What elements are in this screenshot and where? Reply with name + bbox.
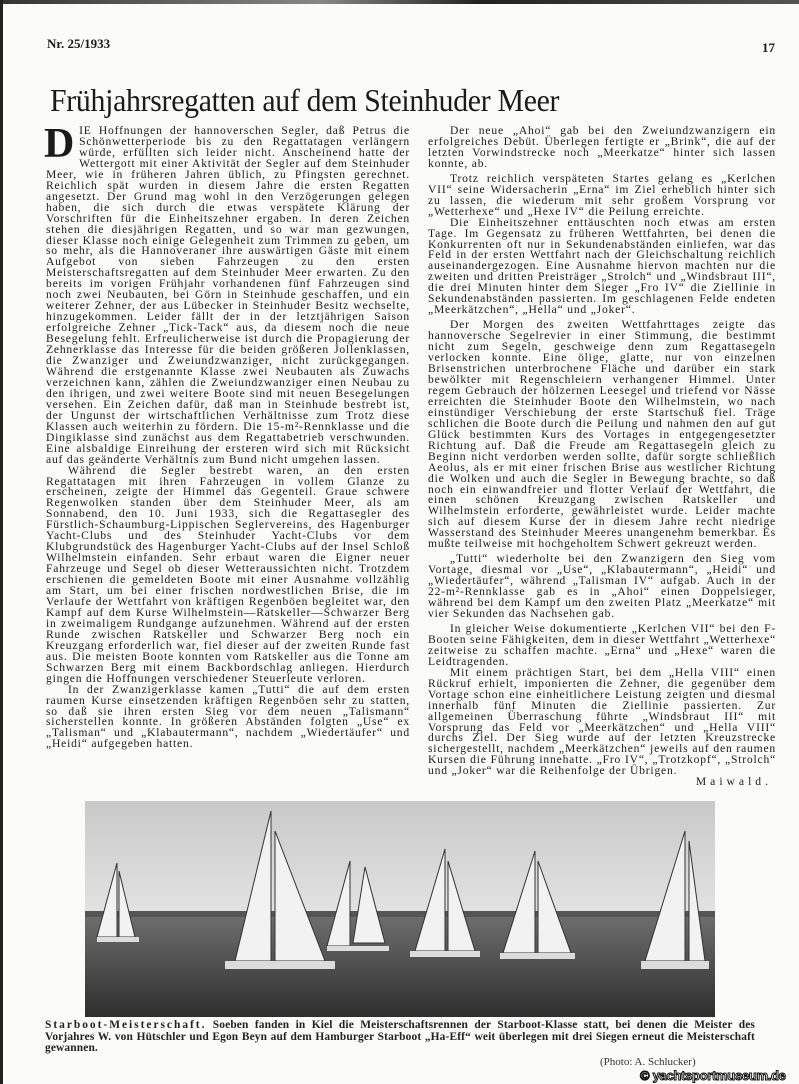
caption-lead: Starboot-Meisterschaft. — [45, 1019, 207, 1031]
photo-credit: (Photo: A. Schlucker) — [600, 1056, 696, 1068]
paragraph: In der Zwanzigerklasse kamen „Tutti“ die auf dem ersten raumen Kurse einsetzenden kräftigen Regenböen sehr zu statten, so daß sie ihren ersten Sieg vor dem neuen „Talismann“ sicherstellen konnte. In größeren Abständen folgten „Use“ ex „Talisman“ und „Klabautermann“, nachdem „Wiedertäufer“ und „Heidi“ aufgegeben hatten. — [46, 682, 410, 751]
water — [85, 917, 715, 1017]
paragraph: Während die Segler bestrebt waren, an den ersten Regattatagen mit ihren Fahrzeugen in vollem Glanze zu erscheinen, zeigte der Himmel das Gegenteil. Graue schwere Regenwolken standen über dem Steinhuder Meer, als am Sonnabend, den 10. Juni 1933, sich die Regattasegler des Fürstlich-Schaumburg-Lippischen Seglervereins, des Hagenburger Yacht-Clubs und des Steinhuder Yacht-Clubs vor dem Klubgrundstück des Hagenburger Yacht-Clubs auf der Insel Schloß Wilhelmstein einfanden. Sehr erbaut waren die Eigner neuer Fahrzeuge und Segel ob dieser Wetteraussichten nicht. Trotzdem erschienen die gemeldeten Boote mit einer Ausnahme vollzählig am Start, um bei einer frischen nordwestlichen Brise, die im Verlaufe der Wettfahrt von kräftigen Regenböen begleitet war, den Kampf auf dem Kurse Wilhelmstein—Ratskeller—Schwarzer Berg in zweimaligem Rundgange aufzunehmen. Während auf der ersten Runde zwischen Ratskeller und Schwarzer Berg noch ein Kreuzgang erforderlich war, fiel dieser auf der zweiten Runde fast aus. Die meisten Boote konnten vom Ratskeller aus die Tonne am Schwarzen Berg mit einem Backbordschlag anliegen. Hierdurch gingen die Hoffnungen verschiedener Steuerleute verloren. — [46, 463, 410, 685]
paragraph: Der Morgen des zweiten Wettfahrttages zeigte das hannoversche Segelrevier in einer Stimmung, die bestimmt nicht zum Segeln, geschweige denn zum Regattasegeln verlocken konnte. Eine ölige, glatte, nur von einzelnen Brisenstrichen unterbrochene Fläche und darüber ein stark bewölkter mit Regenschleiern verhangener Himmel. Unter regem Gebrauch der hölzernen Leesegel und triefend vor Nässe erreichten die Steinhuder Boote den Wilhelmstein, wo nach einstündiger Verschiebung der erste Startschuß fiel. Träge schlichen die Boote durch die Peilung und nahmen den auf gut Glück bestimmten Kurs des Vortages in entgegengesetzter Richtung auf. Daß die Freude am Regattasegeln gleich zu Beginn nicht verdorben werden sollte, dafür sorgte schließlich Aeolus, als er mit einer frischen Brise aus westlicher Richtung die Wolken und auch die Segler in Bewegung brachte, so daß noch ein einwandfreier und flotter Verlauf der Wettfahrt, die einen schönen Kreuzgang zwischen Ratskeller und Wilhelmstein erforderte, gewährleistet wurde. Leider machte sich auf diesem Kurse der in diesem Jahre recht niedrige Wasserstand des Steinhuder Meeres unangenehm bemerkbar. Es mußte teilweise mit hochgeholtem Schwert gekreuzt werden. — [428, 318, 776, 551]
author-signature: Maiwald. — [695, 775, 772, 789]
paragraph — [44, 121, 410, 466]
paragraph: „Tutti“ wiederholte bei den Zwanzigern den Sieg vom Vortage, diesmal vor „Use“, „Klabautermann“, „Heidi“ und „Wiedertäufer“, während „Talisman IV“ aufgab. Auch in der 22-m²-Rennklasse gab es in „Ahoi“ einen Doppelsieger, während bei dem Kampf um den zweiten Platz „Meerkatze“ mit vier Sekunden das Nachsehen gab. — [428, 552, 776, 620]
left-column — [44, 121, 410, 751]
article-title: Frühjahrsregatten auf dem Steinhuder Meer — [50, 82, 560, 118]
paragraph: Trotz reichlich verspäteten Startes gelang es „Kerlchen VII“ seine Widersacherin „Erna“ im Ziel erheblich hinter sich zu lassen, die wiederum mit sehr großem Vorsprung vor „Wetterhexe“ und „Hexe IV“ die Peilung erreichte. — [428, 171, 776, 218]
paragraph: Der neue „Ahoi“ gab bei den Zweiundzwanzigern ein erfolgreiches Debüt. Überlegen fertigte er „Brink“, die auf der letzten Vorwindstrecke noch „Meerkatze“ hinter sich lassen konnte, ab. — [428, 124, 776, 170]
caption-text: Soeben fanden in Kiel die Meisterschaftsrennen der Starboot-Klasse statt, bei denen die Meister des Vorjahres W. von Hütschler und Egon Beyn auf dem Hamburger Starboot „Ha-Eff“ weit überlegen mit drei Siegen erneut die Meisterschaft gewannen. — [45, 1019, 755, 1054]
page-number: 17 — [762, 40, 775, 55]
paragraph: Die Einheitszehner enttäuschten noch etwas am ersten Tage. Im Gegensatz zu früheren Wettfahrten, bei denen die Konkurrenten oft nur in Sekundenabständen einliefen, war das Feld in der ersten Wettfahrt nach der Gleichschaltung reichlich auseinandergezogen. Eine Ausnahme hiervon machten nur die zweiten und dritten Preisträger „Strolch“ und „Windsbraut III“, die drei Minuten hinter dem Sieger „Fro IV“ die Ziellinie in Sekundenabständen passierten. Im geschlagenen Felde endeten „Meerkätzchen“, „Hella“ und „Joker“. — [428, 215, 776, 317]
photo-caption — [45, 1020, 755, 1055]
sky — [85, 801, 715, 921]
paragraph: In gleicher Weise dokumentierte „Kerlchen VII“ bei den F-Booten seine Fähigkeiten, dem in dieser Wettfahrt „Wetterhexe“ zeitweise zu schaffen machte. „Erna“ und „Hexe“ waren die Leidtragenden. — [428, 621, 776, 668]
paragraph: Mit einem prächtigen Start, bei dem „Hella VIII“ einen Rückruf erhielt, imponierten die Zehner, die gegenüber dem Vortage schon eine einheitlichere Leistung zeigten und diesmal innerhalb fünf Minuten die Ziellinie passierten. Zur allgemeinen Überraschung führte „Windsbraut III“ mit Vorsprung das Feld vor „Meerkätzchen“ und „Hella VIII“ durchs Ziel. Der Sieg wurde auf der letzten Kreuzstrecke sichergestellt, nachdem „Meerkätzchen“ jeweils auf den raumen Kursen die Führung innehatte. „Fro IV“, „Trotzkopf“, „Strolch“ und „Joker“ war die Reihenfolge der Übrigen. — [428, 665, 776, 778]
issue-number: Nr. 25/1933 — [47, 36, 111, 51]
scan-top-edge — [0, 0, 799, 4]
scan-left-edge — [0, 0, 3, 1084]
right-column — [428, 126, 776, 788]
regatta-photo — [85, 801, 715, 1017]
drop-cap: D — [44, 121, 76, 167]
watermark: © yachtsportmuseum.de — [640, 1068, 786, 1083]
paragraph-text: IE Hoffnungen der hannoverschen Segler, daß Petrus die Schönwetterperiode bis zu den Regattatagen verlängern würde, erfüllten sich leider nicht. Anscheinend hatte der Wettergott mit einer Aktivität der Segler auf dem Steinhuder Meer, wie in früheren Jahren üblich, zu Pfingsten gerechnet. Reichlich spät wurden in diesem Jahre die ersten Regatten angesetzt. Der Grund mag wohl in den Verzögerungen gelegen haben, die sich durch die etwas verspätete Klärung der Vorschriften für die Einheitszehner ergaben. In deren Zeichen stehen die diesjährigen Regatten, und so war man gezwungen, dieser Klasse noch einige Gelegenheit zum Trimmen zu geben, um so mehr, als die Hannoveraner ihre auswärtigen Gäste mit einem Aufgebot von sieben Fahrzeugen zu den ersten Meisterschaftsregatten auf dem Steinhuder Meer erwarten. Zu den bereits im vorigen Frühjahr vorhandenen fünf Fahrzeugen sind noch zwei Neubauten, bei Görn in Steinhude geschaffen, und ein weiterer Zehner, der aus Lübecker in Steinhuder Besitz wechselte, hinzugekommen. Leider fällt der in der letztjährigen Saison erfolgreiche Zehner „Tick-Tack“ aus, da diesem noch die neue Besegelung fehlt. Erfreulicherweise ist durch die Propagierung der Zehnerklasse das Interesse für die beiden größeren Jollenklassen, die Zwanziger und Zweiundzwanziger, nicht zurückgegangen. Während die erstgenannte Klasse zwei Neubauten als Zuwachs verzeichnen kann, zählen die Zweiundzwanziger einen Neubau zu den ihrigen, und zwei weitere Boote sind mit neuen Besegelungen versehen. Ein Zeichen dafür, daß man in Steinhude bestrebt ist, der Ungunst der wirtschaftlichen Verhältnisse zum Trotz diese Klassen auch weiterhin zu fördern. Die 15-m²-Rennklasse und die Dingiklasse sind zunächst aus dem Regattabetrieb verschwunden. Eine alsbaldige Einreihung der ersteren wird sich mit Rücksicht auf das geänderte Verhältnis zum Bund nicht umgehen lassen. — [46, 124, 410, 466]
